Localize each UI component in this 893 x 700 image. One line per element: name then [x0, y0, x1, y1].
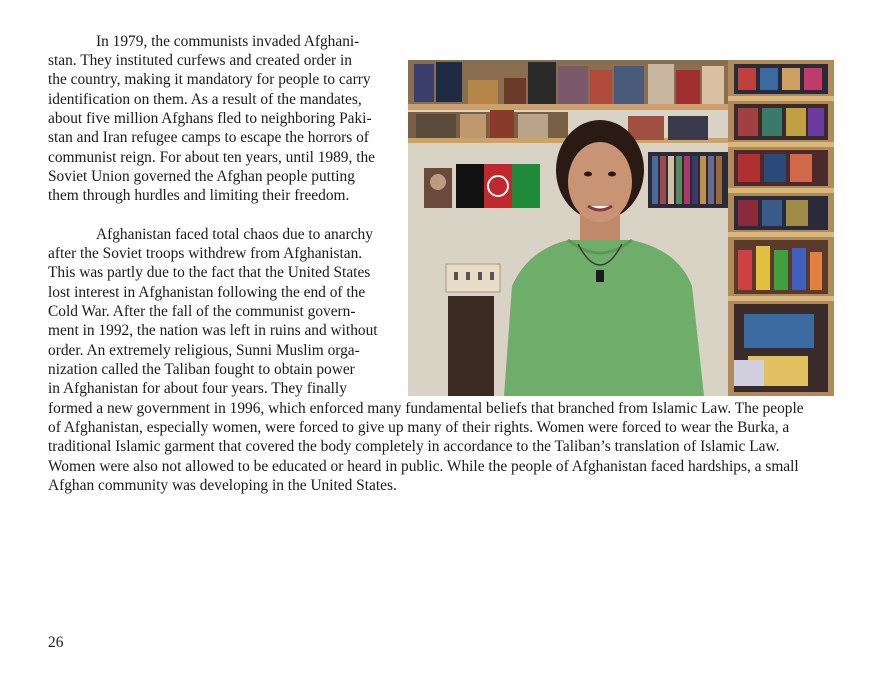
text-line: about five million Afghans fled to neighboring Paki-	[48, 110, 372, 127]
text-line: stan and Iran refugee camps to escape the horrors of	[48, 129, 369, 146]
text-line: Women were also not allowed to be educated or heard in public. While the people of Afghanistan faced hardships, a small	[48, 458, 799, 475]
text-line: nization called the Taliban fought to obtain power	[48, 361, 355, 378]
text-line: Cold War. After the fall of the communist govern-	[48, 303, 356, 320]
text-line: This was partly due to the fact that the United States	[48, 264, 371, 281]
text-line: lost interest in Afghanistan following the end of the	[48, 284, 366, 301]
text-line: in Afghanistan for about four years. They finally	[48, 380, 347, 397]
photo-illustration	[408, 60, 834, 396]
text-line: ment in 1992, the nation was left in ruins and without	[48, 322, 378, 339]
text-line: identification on them. As a result of the mandates,	[48, 91, 362, 108]
text-line: stan. They instituted curfews and created order in	[48, 52, 353, 69]
text-line: them through hurdles and limiting their freedom.	[48, 187, 350, 204]
page-number: 26	[48, 634, 64, 651]
text-line: formed a new government in 1996, which enforced many fundamental beliefs that branched from Islamic Law. The people	[48, 400, 804, 417]
text-line: of Afghanistan, especially women, were forced to give up many of their rights. Women were forced to wear the Burka, a	[48, 419, 790, 436]
text-line: order. An extremely religious, Sunni Muslim orga-	[48, 342, 360, 359]
text-line: In 1979, the communists invaded Afghani-	[96, 33, 360, 50]
woman-in-shop-photo	[408, 60, 834, 396]
text-line: Afghanistan faced total chaos due to anarchy	[96, 226, 373, 243]
text-line: communist reign. For about ten years, until 1989, the	[48, 149, 375, 166]
text-line: after the Soviet troops withdrew from Afghanistan.	[48, 245, 363, 262]
text-line: Soviet Union governed the Afghan people putting	[48, 168, 355, 185]
text-line: the country, making it mandatory for people to carry	[48, 71, 371, 88]
text-line: Afghan community was developing in the United States.	[48, 477, 397, 494]
text-line: traditional Islamic garment that covered the body completely in accordance to the Taliban’s translation of Islamic Law.	[48, 438, 780, 455]
